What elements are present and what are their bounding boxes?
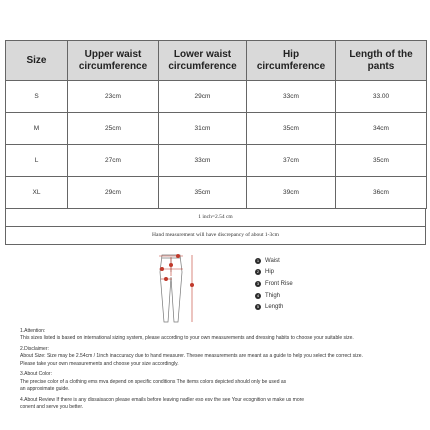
table-row (6, 177, 427, 209)
legend-item (255, 278, 293, 290)
size-chart (5, 40, 426, 245)
legend-label: Hip (265, 269, 275, 276)
table-cell: 37cm (247, 145, 336, 177)
table-cell: XL (6, 177, 68, 209)
table-cell: 27cm (68, 145, 159, 177)
note-line: conent and serve you better. (20, 404, 84, 411)
note-disclaimer (20, 346, 420, 368)
table-cell: S (6, 81, 68, 113)
note-review (20, 397, 420, 412)
note-title: 3.About Color: (20, 371, 52, 378)
note-line: Please take your own measurements and choose your size accordingly. (20, 360, 179, 367)
measurement-note: Hand measurement will have discrepancy of about 1-3cm (5, 227, 426, 245)
table-cell: L (6, 145, 68, 177)
marker-4 (164, 277, 168, 281)
legend-label: Front Rise (265, 280, 293, 287)
table-row (6, 81, 427, 113)
header-upper-waist: Upper waist circumference (68, 41, 159, 81)
note-title: 4.About Review If there is any dissaisacon please emails before leaving nadler eso esv the see Your ecognition w make us more (20, 396, 305, 403)
table-row (6, 145, 427, 177)
legend-label: Thigh (265, 292, 281, 299)
note-line: This sizes listed is based on international sizing system, please according to your own measurements and dressing habits to choose your suitable size. (20, 335, 354, 342)
legend-number: 2 (256, 269, 260, 275)
header-hip: Hip circumference (247, 41, 336, 81)
table-cell: 29cm (68, 177, 159, 209)
table-cell: 35cm (247, 113, 336, 145)
legend-number: 3 (256, 280, 260, 286)
notes-section (20, 328, 420, 415)
note-title: 1.Attention: (20, 328, 46, 334)
marker-5 (190, 283, 194, 287)
table-cell: 36cm (336, 177, 427, 209)
legend-item (255, 301, 293, 313)
table-cell: 29cm (159, 81, 247, 113)
legend-label: Length (265, 304, 284, 311)
marker-1 (176, 254, 180, 258)
table-cell: 39cm (247, 177, 336, 209)
table-cell: M (6, 113, 68, 145)
legend-label: Waist (265, 257, 280, 264)
note-line: The precise color of a clothing ems mva depend on specific conditions The items colors depicted should only be used as (20, 378, 287, 385)
legend-number: 4 (256, 292, 260, 298)
table-header-row (6, 41, 427, 81)
note-title: 2.Disclaimer: (20, 346, 49, 352)
pants-diagram (150, 252, 215, 327)
table-cell: 25cm (68, 113, 159, 145)
conversion-note: 1 inch=2.54 cm (5, 209, 426, 227)
table-cell: 33cm (159, 145, 247, 177)
marker-2 (160, 267, 164, 271)
table-cell: 34cm (336, 113, 427, 145)
header-lower-waist: Lower waist circumference (159, 41, 247, 81)
table-cell: 35cm (336, 145, 427, 177)
note-line: an approximate guide. (20, 386, 70, 393)
table-cell: 31cm (159, 113, 247, 145)
legend-item (255, 267, 293, 279)
table-row (6, 113, 427, 145)
legend-number: 1 (256, 257, 260, 263)
table-cell: 35cm (159, 177, 247, 209)
header-length: Length of the pants (336, 41, 427, 81)
table-cell: 23cm (68, 81, 159, 113)
legend-item (255, 290, 293, 302)
table-cell: 33cm (247, 81, 336, 113)
header-size: Size (6, 41, 68, 81)
table-cell: 33.00 (336, 81, 427, 113)
legend-number: 5 (256, 304, 260, 310)
size-table (5, 40, 427, 209)
legend-item (255, 255, 293, 267)
note-color (20, 371, 420, 393)
note-line: About Size: Size may be 2.54cm / 1inch inaccuracy due to hand measurer. Thesee measurements are meant as a guide to help you select the correct size. (20, 353, 363, 360)
note-attention (20, 328, 420, 343)
measurement-legend (255, 255, 293, 313)
marker-3 (169, 263, 173, 267)
